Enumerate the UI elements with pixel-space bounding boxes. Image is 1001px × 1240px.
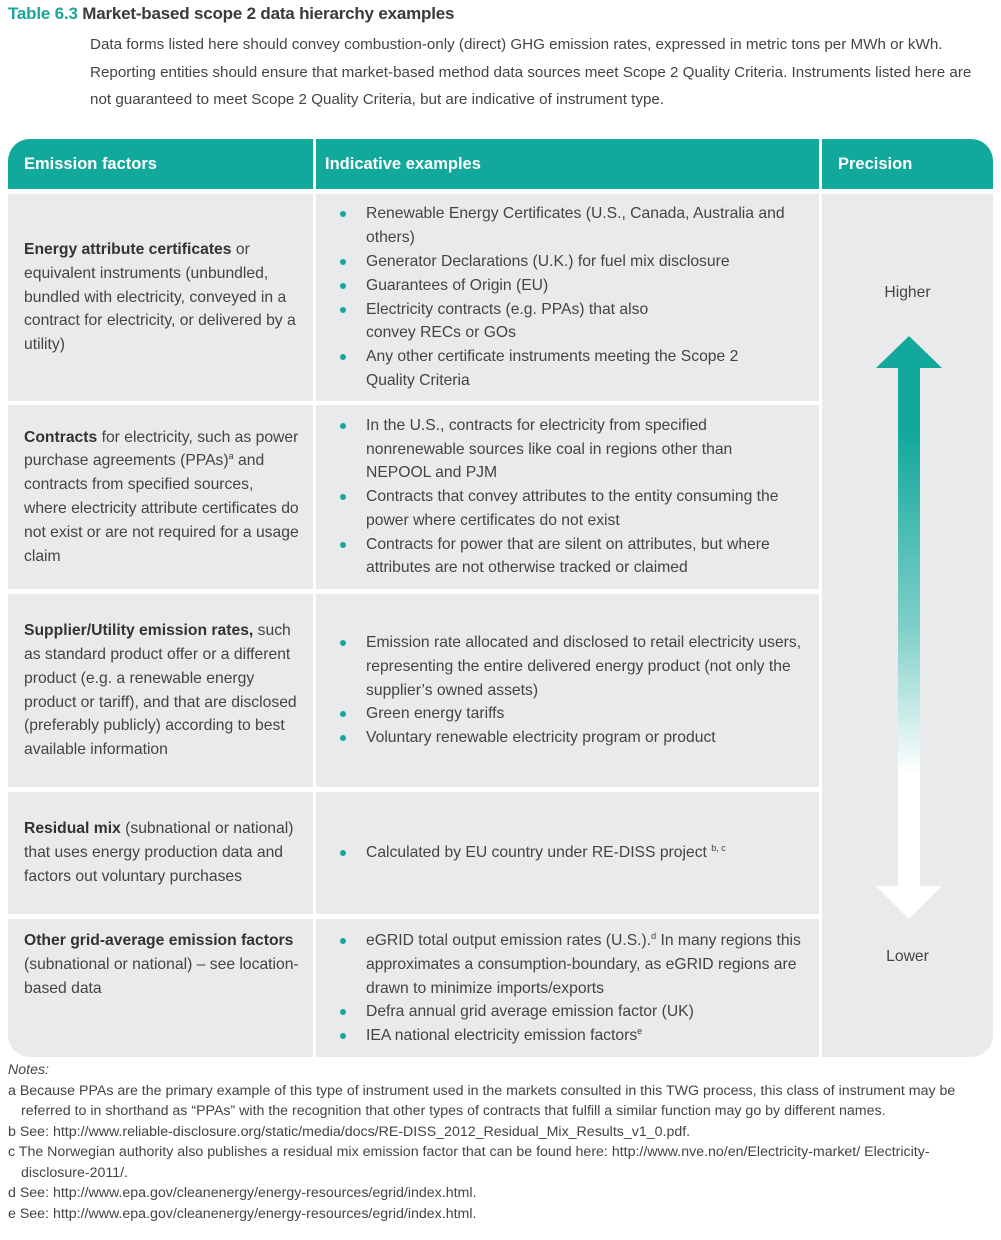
list-item: Generator Declarations (U.K.) for fuel mix disclosure <box>336 250 805 274</box>
note-e: e See: http://www.epa.gov/cleanenergy/energy-resources/egrid/index.html. <box>8 1205 477 1222</box>
note-c: c The Norwegian authority also publishes a residual mix emission factor that can be found here: http://www.nve.no/en/Electricity-market/ Electricity-disclosure-2011/. <box>8 1144 930 1181</box>
table-row-examples <box>316 594 819 787</box>
table-row-examples <box>316 792 819 914</box>
factor-description: (subnational or national) that uses energy production data and factors out voluntary purchases <box>24 820 294 885</box>
list-item: Guarantees of Origin (EU) <box>336 274 805 298</box>
precision-column <box>822 194 993 1057</box>
precision-double-arrow-icon <box>876 336 942 920</box>
note-a: a Because PPAs are the primary example of this type of instrument used in the markets consulted in this TWG process, this class of instrument may be referred to in shorthand as “PPAs” with the recognition that other types of contracts that fulfill a similar function may go by different names. <box>8 1082 956 1119</box>
table-row-examples <box>316 194 819 401</box>
table-intro: Data forms listed here should convey combustion-only (direct) GHG emission rates, expressed in metric tons per MWh or kWh. Reporting entities should ensure that market-based method data sources meet Scope 2 Quality Criteria. Instruments listed here are not guaranteed to meet Scope 2 Quality Criteria, but are indicative of instrument type. <box>90 36 972 108</box>
list-item: Electricity contracts (e.g. PPAs) that also convey RECs or GOs <box>336 298 805 346</box>
header-emission-factors: Emission factors <box>8 139 313 189</box>
footnote-ref: a <box>228 451 234 462</box>
footnote-ref: e <box>637 1026 643 1037</box>
footnote-ref: b, c <box>711 843 726 854</box>
list-item: Contracts that convey attributes to the entity consuming the power where certificates do not exist <box>336 485 805 533</box>
list-item: Any other certificate instruments meeting the Scope 2 Quality Criteria <box>336 345 805 393</box>
factor-description: (subnational or national) – see location-based data <box>24 955 299 997</box>
list-item: Voluntary renewable electricity program or product <box>336 726 805 750</box>
table-row-factor <box>8 594 313 787</box>
list-item: IEA national electricity emission factors$^e$ <box>336 1024 805 1048</box>
examples-list <box>336 631 805 750</box>
notes-heading: Notes: <box>8 1062 50 1078</box>
header-indicative-examples: Indicative examples <box>316 139 819 189</box>
list-item: Renewable Energy Certificates (U.S., Canada, Australia and others) <box>336 202 805 250</box>
list-item: Emission rate allocated and disclosed to retail electricity users, representing the entire delivered energy product (not only the supplier’s owned assets) <box>336 631 805 702</box>
table-row-factor <box>8 194 313 401</box>
header-precision: Precision <box>822 139 993 189</box>
note-b: b See: http://www.reliable-disclosure.org/static/media/docs/RE-DISS_2012_Residual_Mix_Results_v1_0.pdf. <box>8 1123 691 1140</box>
list-item: Green energy tariffs <box>336 702 805 726</box>
list-item: Contracts for power that are silent on attributes, but where attributes are not otherwise tracked or claimed <box>336 533 805 581</box>
table-title-text: Market-based scope 2 data hierarchy examples <box>82 4 455 23</box>
examples-list <box>336 929 805 1048</box>
list-item: eGRID total output emission rates (U.S.).$^d$ In many regions this approximates a consumption-boundary, as eGRID regions are drawn to minimize imports/exports <box>336 929 805 1000</box>
factor-name: Other grid-average emission factors <box>24 932 294 949</box>
precision-higher-label: Higher <box>884 284 931 301</box>
factor-description: such as standard product offer or a different product (e.g. a renewable energy product or tariff), and that are disclosed (preferably publicly) according to best available information <box>24 622 297 759</box>
table-row-examples <box>316 919 819 1057</box>
factor-name: Supplier/Utility emission rates, <box>24 622 254 640</box>
table-row-factor <box>8 919 313 1057</box>
factor-description-tail: and contracts from specified sources, where electricity attribute certificates do not exist or are not required for a usage claim <box>24 452 299 565</box>
factor-description: for electricity, such as power purchase agreements (PPAs) <box>24 428 299 470</box>
examples-list <box>336 202 805 392</box>
table-row-examples <box>316 405 819 589</box>
table-notes <box>8 1060 993 1224</box>
table-row-factor <box>8 792 313 914</box>
data-hierarchy-table <box>8 139 993 1057</box>
precision-lower-label: Lower <box>886 948 929 965</box>
factor-name: Contracts <box>24 428 98 446</box>
factor-name: Energy attribute certificates <box>24 241 232 258</box>
arrow-head-down <box>876 886 942 919</box>
list-item: Calculated by EU country under RE-DISS project $^{b, c}$ <box>336 841 726 865</box>
footnote-ref: d <box>651 931 657 941</box>
arrow-head-up <box>876 336 942 368</box>
list-item: Defra annual grid average emission factor (UK) <box>336 1000 805 1024</box>
examples-list <box>336 841 726 865</box>
table-row-factor <box>8 405 313 589</box>
factor-name: Residual mix <box>24 820 121 838</box>
note-d: d See: http://www.epa.gov/cleanenergy/energy-resources/egrid/index.html. <box>8 1185 477 1201</box>
factor-description: or equivalent instruments (unbundled, bundled with electricity, conveyed in a contract for electricity, or delivered by a utility) <box>24 241 296 354</box>
arrow-shaft <box>898 367 920 889</box>
table-number: Table 6.3 <box>8 4 78 23</box>
list-item: In the U.S., contracts for electricity from specified nonrenewable sources like coal in regions other than NEPOOL and PJM <box>336 414 805 485</box>
table-title <box>8 4 454 24</box>
examples-list <box>336 414 805 581</box>
